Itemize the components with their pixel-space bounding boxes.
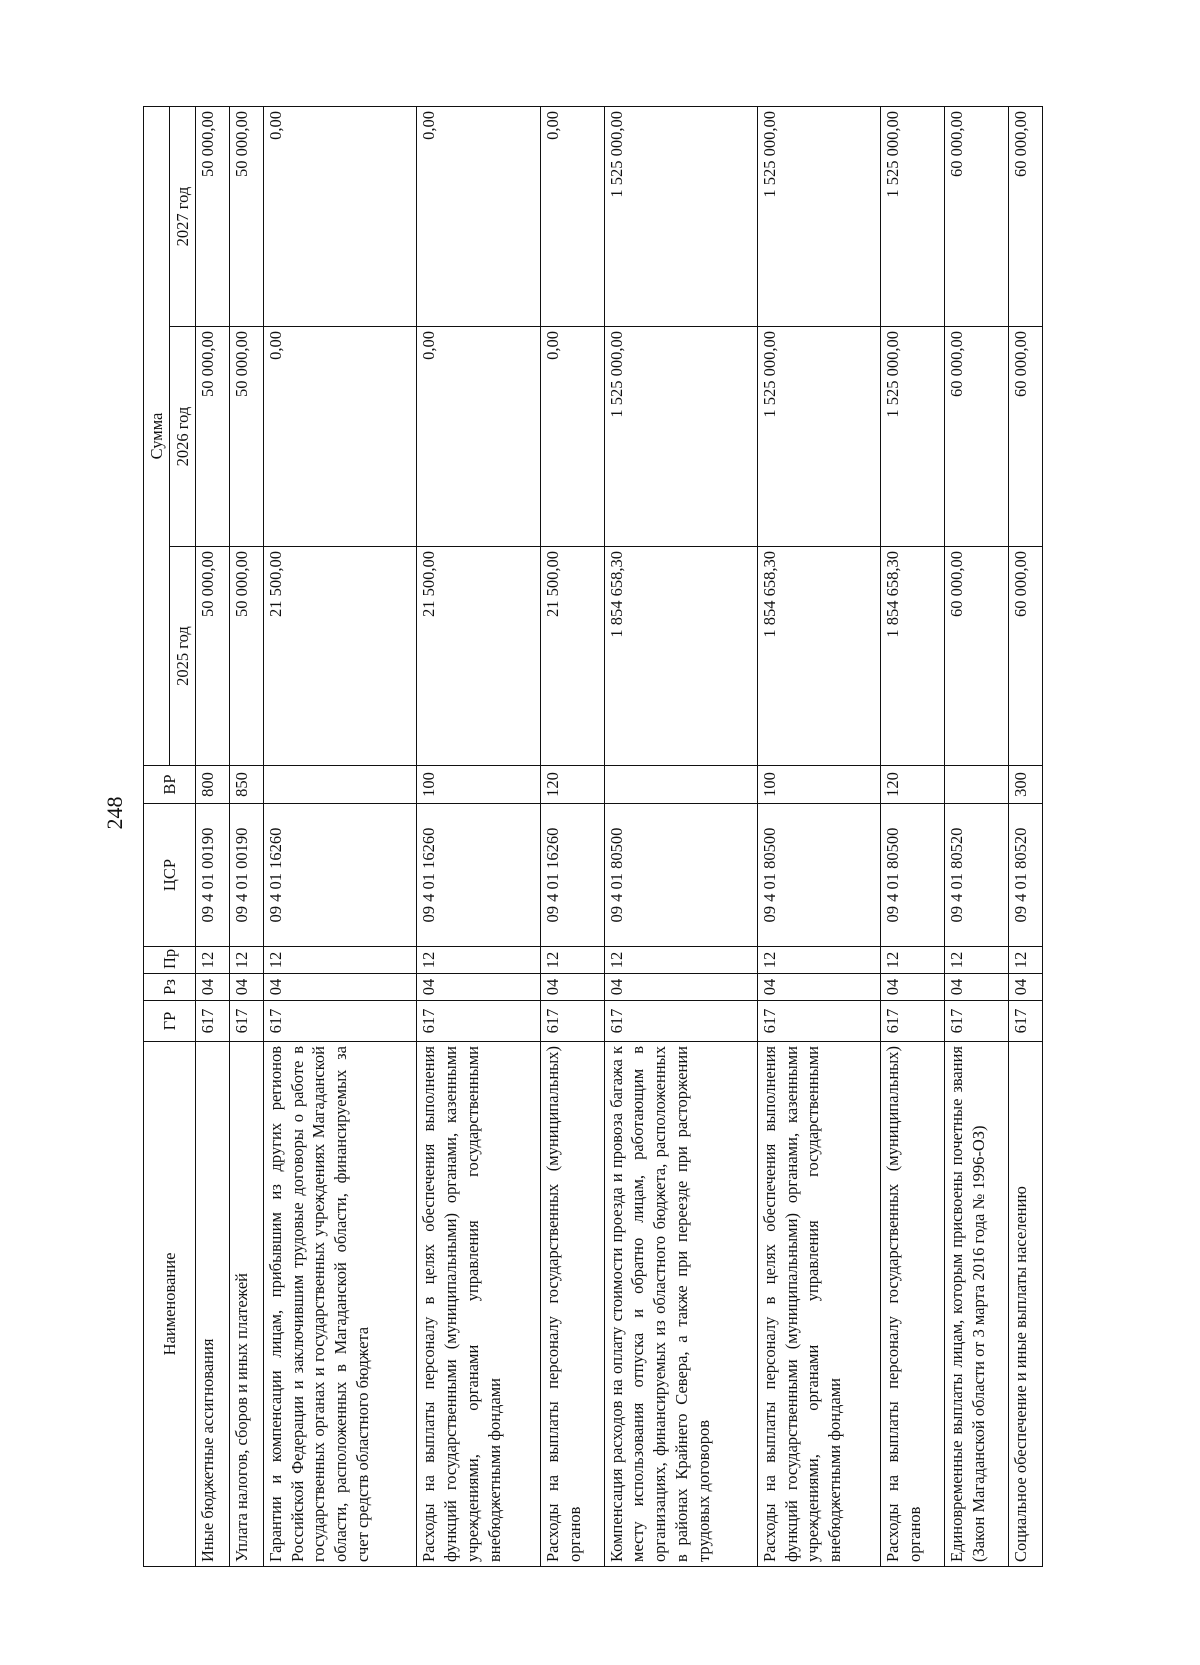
row-name: Социальное обеспечение и иные выплаты населению <box>1008 1042 1042 1567</box>
row-sum-2027: 60 000,00 <box>945 107 1009 327</box>
table-row <box>757 107 881 1567</box>
row-sum-2025: 21 500,00 <box>417 547 541 766</box>
row-sum-2025: 1 854 658,30 <box>881 547 945 766</box>
table-row <box>196 107 230 1567</box>
row-sum-2025: 21 500,00 <box>540 547 604 766</box>
row-vr <box>604 766 757 804</box>
table-row <box>945 107 1009 1567</box>
table-row <box>229 107 263 1567</box>
col-header-name: Наименование <box>144 1042 196 1567</box>
table-row <box>263 107 416 1567</box>
row-sum-2025: 50 000,00 <box>196 547 230 766</box>
row-name: Единовременные выплаты лицам, которым присвоены почетные звания (Закон Магаданской области от 3 марта 2016 года № 1996-ОЗ) <box>945 1042 1009 1567</box>
col-header-2025: 2025 год <box>170 547 196 766</box>
row-csr: 09 4 01 00190 <box>196 804 230 947</box>
row-pr: 12 <box>196 947 230 974</box>
row-csr: 09 4 01 80500 <box>604 804 757 947</box>
row-sum-2027: 1 525 000,00 <box>881 107 945 327</box>
row-sum-2026: 50 000,00 <box>229 327 263 547</box>
row-vr: 100 <box>417 766 541 804</box>
row-rz: 04 <box>604 974 757 1001</box>
row-sum-2026: 1 525 000,00 <box>757 327 881 547</box>
rotated-table-container <box>143 107 1043 1567</box>
row-vr: 850 <box>229 766 263 804</box>
col-header-2026: 2026 год <box>170 327 196 547</box>
row-sum-2026: 50 000,00 <box>196 327 230 547</box>
row-csr: 09 4 01 80500 <box>881 804 945 947</box>
row-name: Компенсация расходов на оплату стоимости проезда и провоза багажа к месту использования отпуска и обратно лицам, работающим в организациях, финансируемых из областного бюджета, расположенных в районах Крайнего Севера, а также при переезде при расторжении трудовых договоров <box>604 1042 757 1567</box>
row-sum-2027: 50 000,00 <box>196 107 230 327</box>
row-gr: 617 <box>604 1001 757 1042</box>
row-gr: 617 <box>540 1001 604 1042</box>
row-sum-2026: 60 000,00 <box>945 327 1009 547</box>
row-sum-2026: 1 525 000,00 <box>604 327 757 547</box>
row-rz: 04 <box>540 974 604 1001</box>
row-vr <box>945 766 1009 804</box>
row-csr: 09 4 01 80520 <box>945 804 1009 947</box>
row-name: Расходы на выплаты персоналу государственных (муниципальных) органов <box>881 1042 945 1567</box>
row-csr: 09 4 01 80520 <box>1008 804 1042 947</box>
row-gr: 617 <box>263 1001 416 1042</box>
row-pr: 12 <box>417 947 541 974</box>
col-header-csr: ЦСР <box>144 804 196 947</box>
row-sum-2025: 60 000,00 <box>945 547 1009 766</box>
row-name: Иные бюджетные ассигнования <box>196 1042 230 1567</box>
row-vr: 800 <box>196 766 230 804</box>
row-gr: 617 <box>881 1001 945 1042</box>
row-csr: 09 4 01 80500 <box>757 804 881 947</box>
row-sum-2027: 0,00 <box>263 107 416 327</box>
row-sum-2025: 1 854 658,30 <box>604 547 757 766</box>
row-gr: 617 <box>229 1001 263 1042</box>
row-gr: 617 <box>945 1001 1009 1042</box>
table-row <box>540 107 604 1567</box>
col-header-rz: Рз <box>144 974 196 1001</box>
row-vr <box>263 766 416 804</box>
table-body <box>196 107 1043 1567</box>
row-name: Расходы на выплаты персоналу в целях обеспечения выполнения функций государственными (муниципальными) органами, казенными учреждениями, органами управления государственными внебюджетными фондами <box>417 1042 541 1567</box>
row-sum-2026: 0,00 <box>417 327 541 547</box>
row-csr: 09 4 01 16260 <box>263 804 416 947</box>
row-vr: 120 <box>881 766 945 804</box>
row-csr: 09 4 01 16260 <box>540 804 604 947</box>
row-vr: 300 <box>1008 766 1042 804</box>
row-sum-2025: 50 000,00 <box>229 547 263 766</box>
row-sum-2026: 0,00 <box>540 327 604 547</box>
row-rz: 04 <box>263 974 416 1001</box>
table-row <box>604 107 757 1567</box>
budget-table <box>143 106 1043 1567</box>
row-name: Уплата налогов, сборов и иных платежей <box>229 1042 263 1567</box>
row-sum-2027: 50 000,00 <box>229 107 263 327</box>
row-rz: 04 <box>417 974 541 1001</box>
row-rz: 04 <box>881 974 945 1001</box>
row-gr: 617 <box>196 1001 230 1042</box>
page-number: 248 <box>102 796 127 830</box>
row-name: Расходы на выплаты персоналу в целях обеспечения выполнения функций государственными (муниципальными) органами, казенными учреждениями, органами управления государственными внебюджетными фондами <box>757 1042 881 1567</box>
row-pr: 12 <box>1008 947 1042 974</box>
row-rz: 04 <box>229 974 263 1001</box>
row-vr: 120 <box>540 766 604 804</box>
row-name: Расходы на выплаты персоналу государственных (муниципальных) органов <box>540 1042 604 1567</box>
row-sum-2027: 0,00 <box>540 107 604 327</box>
table-row <box>881 107 945 1567</box>
row-sum-2027: 1 525 000,00 <box>604 107 757 327</box>
row-rz: 04 <box>196 974 230 1001</box>
row-csr: 09 4 01 00190 <box>229 804 263 947</box>
row-pr: 12 <box>540 947 604 974</box>
row-gr: 617 <box>757 1001 881 1042</box>
row-pr: 12 <box>945 947 1009 974</box>
row-rz: 04 <box>1008 974 1042 1001</box>
row-gr: 617 <box>1008 1001 1042 1042</box>
col-header-pr: Пр <box>144 947 196 974</box>
table-row <box>417 107 541 1567</box>
col-header-2027: 2027 год <box>170 107 196 327</box>
row-sum-2025: 1 854 658,30 <box>757 547 881 766</box>
row-gr: 617 <box>417 1001 541 1042</box>
col-header-gr: ГР <box>144 1001 196 1042</box>
row-pr: 12 <box>604 947 757 974</box>
row-pr: 12 <box>229 947 263 974</box>
row-vr: 100 <box>757 766 881 804</box>
row-sum-2026: 1 525 000,00 <box>881 327 945 547</box>
col-header-sum: Сумма <box>144 107 170 766</box>
row-sum-2025: 60 000,00 <box>1008 547 1042 766</box>
row-name: Гарантии и компенсации лицам, прибывшим из других регионов Российской Федерации и заключившим трудовые договоры о работе в государственных органах и государственных учреждениях Магаданской области, расположенных в Магаданской области, финансируемых за счет средств областного бюджета <box>263 1042 416 1567</box>
row-pr: 12 <box>263 947 416 974</box>
row-rz: 04 <box>945 974 1009 1001</box>
row-sum-2027: 1 525 000,00 <box>757 107 881 327</box>
row-sum-2027: 0,00 <box>417 107 541 327</box>
row-sum-2027: 60 000,00 <box>1008 107 1042 327</box>
col-header-vr: ВР <box>144 766 196 804</box>
row-sum-2025: 21 500,00 <box>263 547 416 766</box>
row-pr: 12 <box>757 947 881 974</box>
row-sum-2026: 0,00 <box>263 327 416 547</box>
row-pr: 12 <box>881 947 945 974</box>
row-csr: 09 4 01 16260 <box>417 804 541 947</box>
row-rz: 04 <box>757 974 881 1001</box>
row-sum-2026: 60 000,00 <box>1008 327 1042 547</box>
table-row <box>1008 107 1042 1567</box>
